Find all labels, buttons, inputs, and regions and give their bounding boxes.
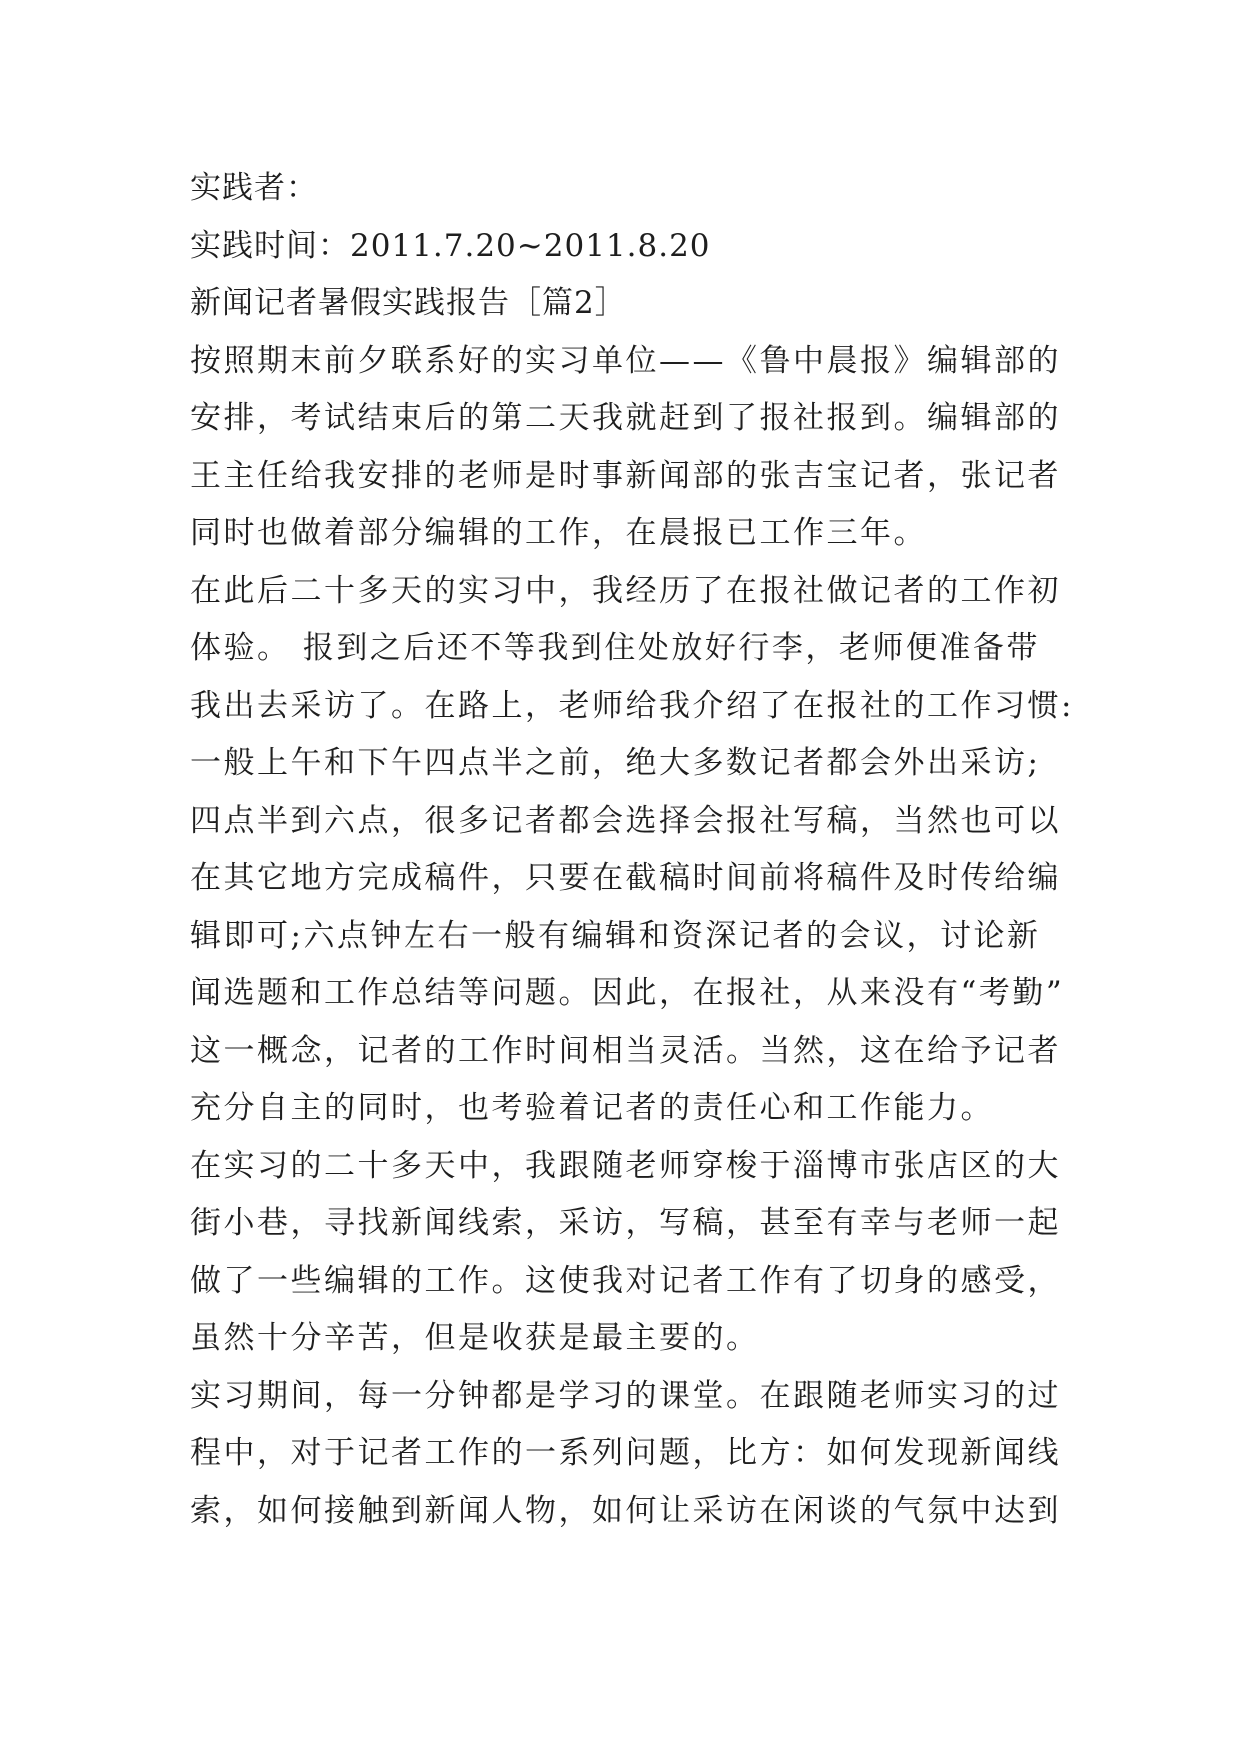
text-line: 实习期间，每一分钟都是学习的课堂。在跟随老师实习的过: [190, 1377, 1061, 1414]
text-line: 在其它地方完成稿件，只要在截稿时间前将稿件及时传给编: [190, 860, 1061, 896]
text-line: 在此后二十多天的实习中，我经历了在报社做记者的工作初: [190, 572, 1061, 609]
text-line: 闻选题和工作总结等问题。因此，在报社，从来没有“考勤”: [190, 975, 1065, 1011]
text-line: 体验。 报到之后还不等我到住处放好行李，老师便准备带: [190, 630, 1040, 666]
practice-period-line: 实践时间：2011.7.20~2011.8.20: [190, 227, 711, 264]
text-line: 程中，对于记者工作的一系列问题，比方：如何发现新闻线: [190, 1435, 1061, 1471]
text-line: 这一概念，记者的工作时间相当灵活。当然，这在给予记者: [190, 1032, 1061, 1069]
text-line: 王主任给我安排的老师是时事新闻部的张吉宝记者，张记者: [190, 457, 1061, 494]
report-title-line: 新闻记者暑假实践报告［篇2］: [190, 285, 627, 321]
text-line: 索，如何接触到新闻人物，如何让采访在闲谈的气氛中达到: [190, 1492, 1061, 1529]
document-body: [190, 160, 1074, 1540]
text-line: 一般上午和下午四点半之前，绝大多数记者都会外出采访;: [190, 745, 1041, 781]
text-line: 按照期末前夕联系好的实习单位——《鲁中晨报》编辑部的: [190, 342, 1061, 379]
text-line: 同时也做着部分编辑的工作，在晨报已工作三年。: [190, 515, 927, 551]
text-line: 四点半到六点，很多记者都会选择会报社写稿，当然也可以: [190, 802, 1061, 839]
text-line: 虽然十分辛苦，但是收获是最主要的。: [190, 1320, 760, 1356]
practitioner-line: 实践者：: [190, 170, 318, 206]
text-line: 安排，考试结束后的第二天我就赶到了报社报到。编辑部的: [190, 400, 1061, 436]
text-line: 充分自主的同时，也考验着记者的责任心和工作能力。: [190, 1090, 994, 1126]
text-line: 在实习的二十多天中，我跟随老师穿梭于淄博市张店区的大: [190, 1147, 1061, 1184]
text-line: 我出去采访了。在路上，老师给我介绍了在报社的工作习惯:: [190, 687, 1074, 724]
text-line: 做了一些编辑的工作。这使我对记者工作有了切身的感受，: [190, 1262, 1061, 1299]
text-line: 辑即可;六点钟左右一般有编辑和资深记者的会议，讨论新: [190, 917, 1041, 954]
text-line: 街小巷，寻找新闻线索，采访，写稿，甚至有幸与老师一起: [190, 1205, 1061, 1241]
